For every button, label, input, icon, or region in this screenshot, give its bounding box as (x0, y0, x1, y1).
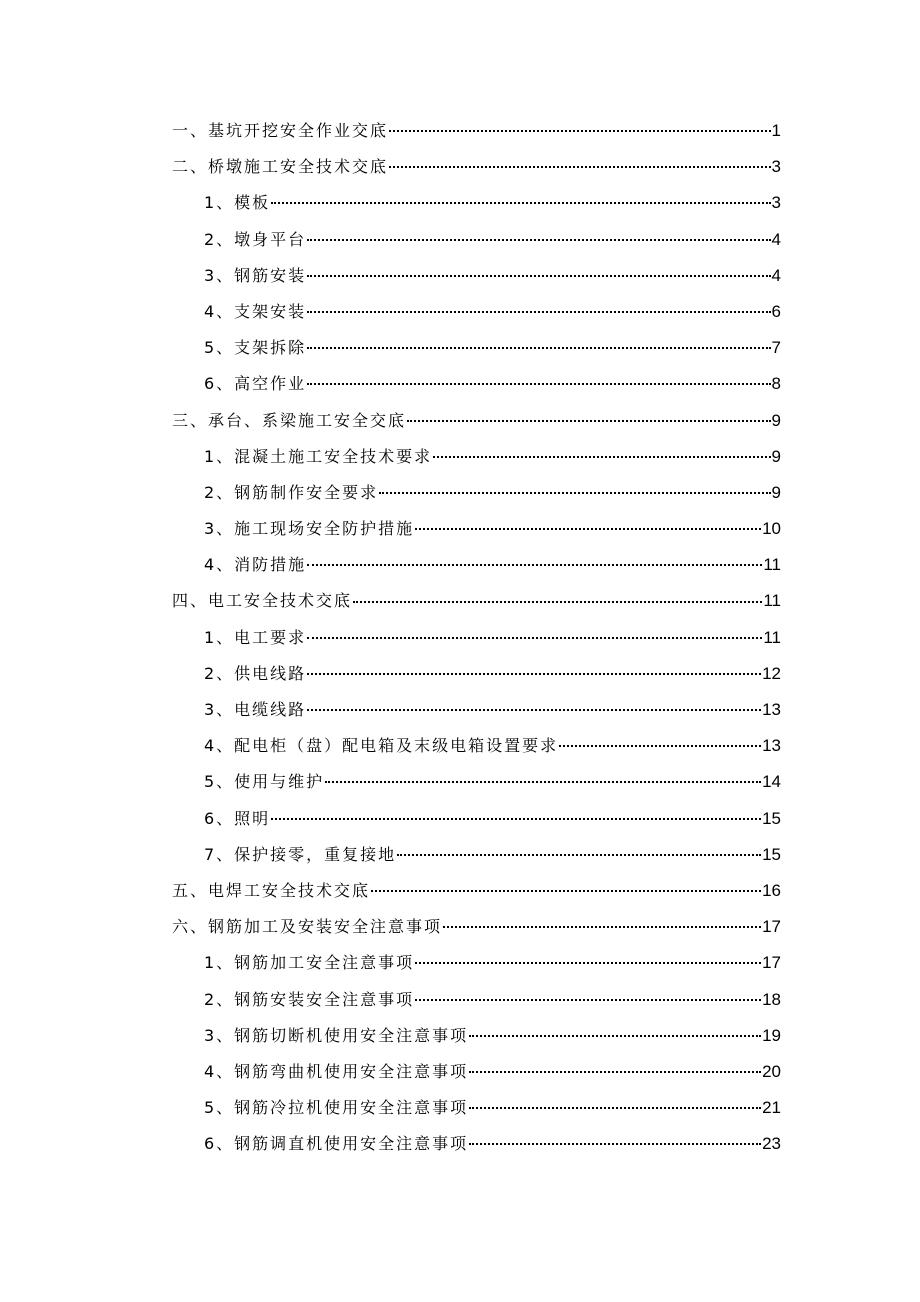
toc-entry-title: 2、钢筋制作安全要求 (204, 482, 379, 502)
toc-entry[interactable] (172, 439, 781, 475)
toc-entry[interactable] (172, 620, 781, 656)
toc-dot-leader (433, 456, 770, 458)
toc-entry-page-number: 23 (762, 1134, 781, 1154)
toc-entry-page-number: 11 (763, 591, 781, 611)
toc-entry[interactable] (172, 547, 781, 583)
toc-entry-title: 6、照明 (204, 808, 271, 828)
toc-entry-title: 2、墩身平台 (204, 229, 307, 249)
toc-dot-leader (389, 130, 771, 132)
toc-entry[interactable] (172, 801, 781, 837)
toc-entry-title: 一、基坑开挖安全作业交底 (172, 121, 389, 140)
toc-dot-leader (469, 1107, 761, 1109)
toc-entry-title: 3、电缆线路 (204, 700, 307, 719)
toc-entry[interactable] (172, 222, 781, 258)
toc-entry-title: 6、钢筋调直机使用安全注意事项 (204, 1134, 469, 1154)
toc-entry-page-number: 10 (762, 519, 781, 539)
toc-entry-title: 4、消防措施 (204, 555, 307, 575)
toc-dot-leader (389, 166, 771, 168)
toc-entry-page-number: 3 (771, 157, 781, 177)
toc-entry[interactable] (172, 909, 781, 945)
toc-entry-page-number: 6 (771, 301, 781, 321)
toc-dot-leader (307, 673, 761, 675)
toc-dot-leader (307, 311, 770, 313)
toc-entry-page-number: 17 (762, 917, 781, 937)
toc-dot-leader (271, 818, 761, 820)
toc-dot-leader (407, 420, 771, 422)
toc-entry-page-number: 18 (762, 989, 781, 1009)
toc-entry[interactable] (172, 511, 781, 547)
toc-entry[interactable] (172, 656, 781, 692)
toc-entry-page-number: 17 (762, 953, 781, 973)
toc-dot-leader (415, 528, 761, 530)
toc-entry-title: 1、电工要求 (204, 627, 307, 647)
toc-entry-page-number: 11 (763, 555, 781, 575)
toc-dot-leader (307, 637, 762, 639)
toc-entry-page-number: 9 (771, 410, 781, 430)
toc-entry[interactable] (172, 764, 781, 800)
table-of-contents (172, 113, 781, 1162)
toc-dot-leader (307, 275, 770, 277)
toc-entry[interactable] (172, 1018, 781, 1054)
toc-entry-page-number: 1 (771, 121, 781, 140)
toc-entry-page-number: 15 (762, 844, 781, 864)
toc-entry-page-number: 9 (771, 446, 781, 466)
toc-dot-leader (415, 962, 761, 964)
toc-entry-page-number: 12 (762, 663, 781, 683)
toc-entry-page-number: 8 (771, 374, 781, 394)
toc-dot-leader (307, 709, 761, 711)
toc-entry-title: 五、电焊工安全技术交底 (172, 880, 371, 900)
toc-entry-page-number: 9 (771, 482, 781, 502)
toc-entry[interactable] (172, 1054, 781, 1090)
toc-entry[interactable] (172, 728, 781, 764)
toc-entry-title: 5、支架拆除 (204, 338, 307, 358)
toc-entry-title: 2、钢筋安装安全注意事项 (204, 989, 415, 1009)
toc-dot-leader (353, 601, 762, 603)
toc-entry-title: 4、支架安装 (204, 301, 307, 321)
toc-entry-page-number: 13 (762, 736, 781, 756)
toc-entry-title: 1、模板 (204, 193, 271, 213)
toc-entry[interactable] (172, 330, 781, 366)
toc-entry-page-number: 13 (762, 700, 781, 719)
toc-dot-leader (469, 1071, 761, 1073)
toc-entry[interactable] (172, 873, 781, 909)
toc-entry-page-number: 14 (762, 772, 781, 792)
toc-entry[interactable] (172, 1126, 781, 1162)
toc-entry-title: 4、钢筋弯曲机使用安全注意事项 (204, 1061, 469, 1081)
toc-entry-title: 1、钢筋加工安全注意事项 (204, 953, 415, 973)
toc-entry-title: 5、钢筋冷拉机使用安全注意事项 (204, 1098, 469, 1118)
toc-entry-page-number: 7 (771, 338, 781, 358)
toc-entry-page-number: 11 (763, 627, 781, 647)
toc-entry-title: 四、电工安全技术交底 (172, 591, 353, 611)
toc-entry-title: 2、供电线路 (204, 663, 307, 683)
toc-entry-title: 6、高空作业 (204, 374, 307, 394)
toc-dot-leader (307, 347, 770, 349)
toc-dot-leader (415, 999, 761, 1001)
toc-entry-title: 7、保护接零，重复接地 (204, 844, 397, 864)
toc-entry[interactable] (172, 945, 781, 981)
toc-entry-title: 1、混凝土施工安全技术要求 (204, 446, 433, 466)
toc-entry-title: 3、钢筋安装 (204, 265, 307, 285)
toc-entry[interactable] (172, 403, 781, 439)
toc-entry-title: 三、承台、系梁施工安全交底 (172, 410, 407, 430)
toc-entry[interactable] (172, 185, 781, 221)
toc-entry-page-number: 21 (762, 1098, 781, 1118)
toc-entry[interactable] (172, 113, 781, 149)
toc-entry-page-number: 4 (771, 229, 781, 249)
toc-dot-leader (307, 564, 762, 566)
toc-dot-leader (443, 926, 761, 928)
toc-entry[interactable] (172, 1090, 781, 1126)
toc-dot-leader (397, 854, 761, 856)
toc-entry[interactable] (172, 692, 781, 728)
toc-dot-leader (469, 1035, 761, 1037)
toc-entry-page-number: 4 (771, 265, 781, 285)
toc-entry[interactable] (172, 294, 781, 330)
toc-entry[interactable] (172, 837, 781, 873)
toc-dot-leader (307, 239, 770, 241)
toc-entry-page-number: 15 (762, 808, 781, 828)
toc-entry-page-number: 3 (771, 193, 781, 213)
toc-entry-title: 4、配电柜（盘）配电箱及末级电箱设置要求 (204, 736, 559, 756)
toc-entry-title: 二、桥墩施工安全技术交底 (172, 157, 389, 177)
toc-entry-title: 六、钢筋加工及安装安全注意事项 (172, 917, 443, 937)
toc-dot-leader (559, 745, 761, 747)
toc-dot-leader (469, 1143, 761, 1145)
toc-entry[interactable] (172, 149, 781, 185)
toc-dot-leader (379, 492, 770, 494)
toc-entry[interactable] (172, 475, 781, 511)
toc-entry[interactable] (172, 982, 781, 1018)
toc-entry[interactable] (172, 258, 781, 294)
toc-dot-leader (271, 202, 770, 204)
toc-entry-page-number: 16 (762, 880, 781, 900)
toc-entry-page-number: 19 (762, 1025, 781, 1045)
toc-entry[interactable] (172, 583, 781, 619)
toc-dot-leader (371, 890, 761, 892)
toc-entry-title: 3、施工现场安全防护措施 (204, 519, 415, 539)
toc-dot-leader (307, 383, 770, 385)
toc-entry-page-number: 20 (762, 1061, 781, 1081)
toc-dot-leader (325, 781, 761, 783)
toc-entry[interactable] (172, 366, 781, 402)
toc-entry-title: 3、钢筋切断机使用安全注意事项 (204, 1025, 469, 1045)
toc-entry-title: 5、使用与维护 (204, 772, 325, 792)
